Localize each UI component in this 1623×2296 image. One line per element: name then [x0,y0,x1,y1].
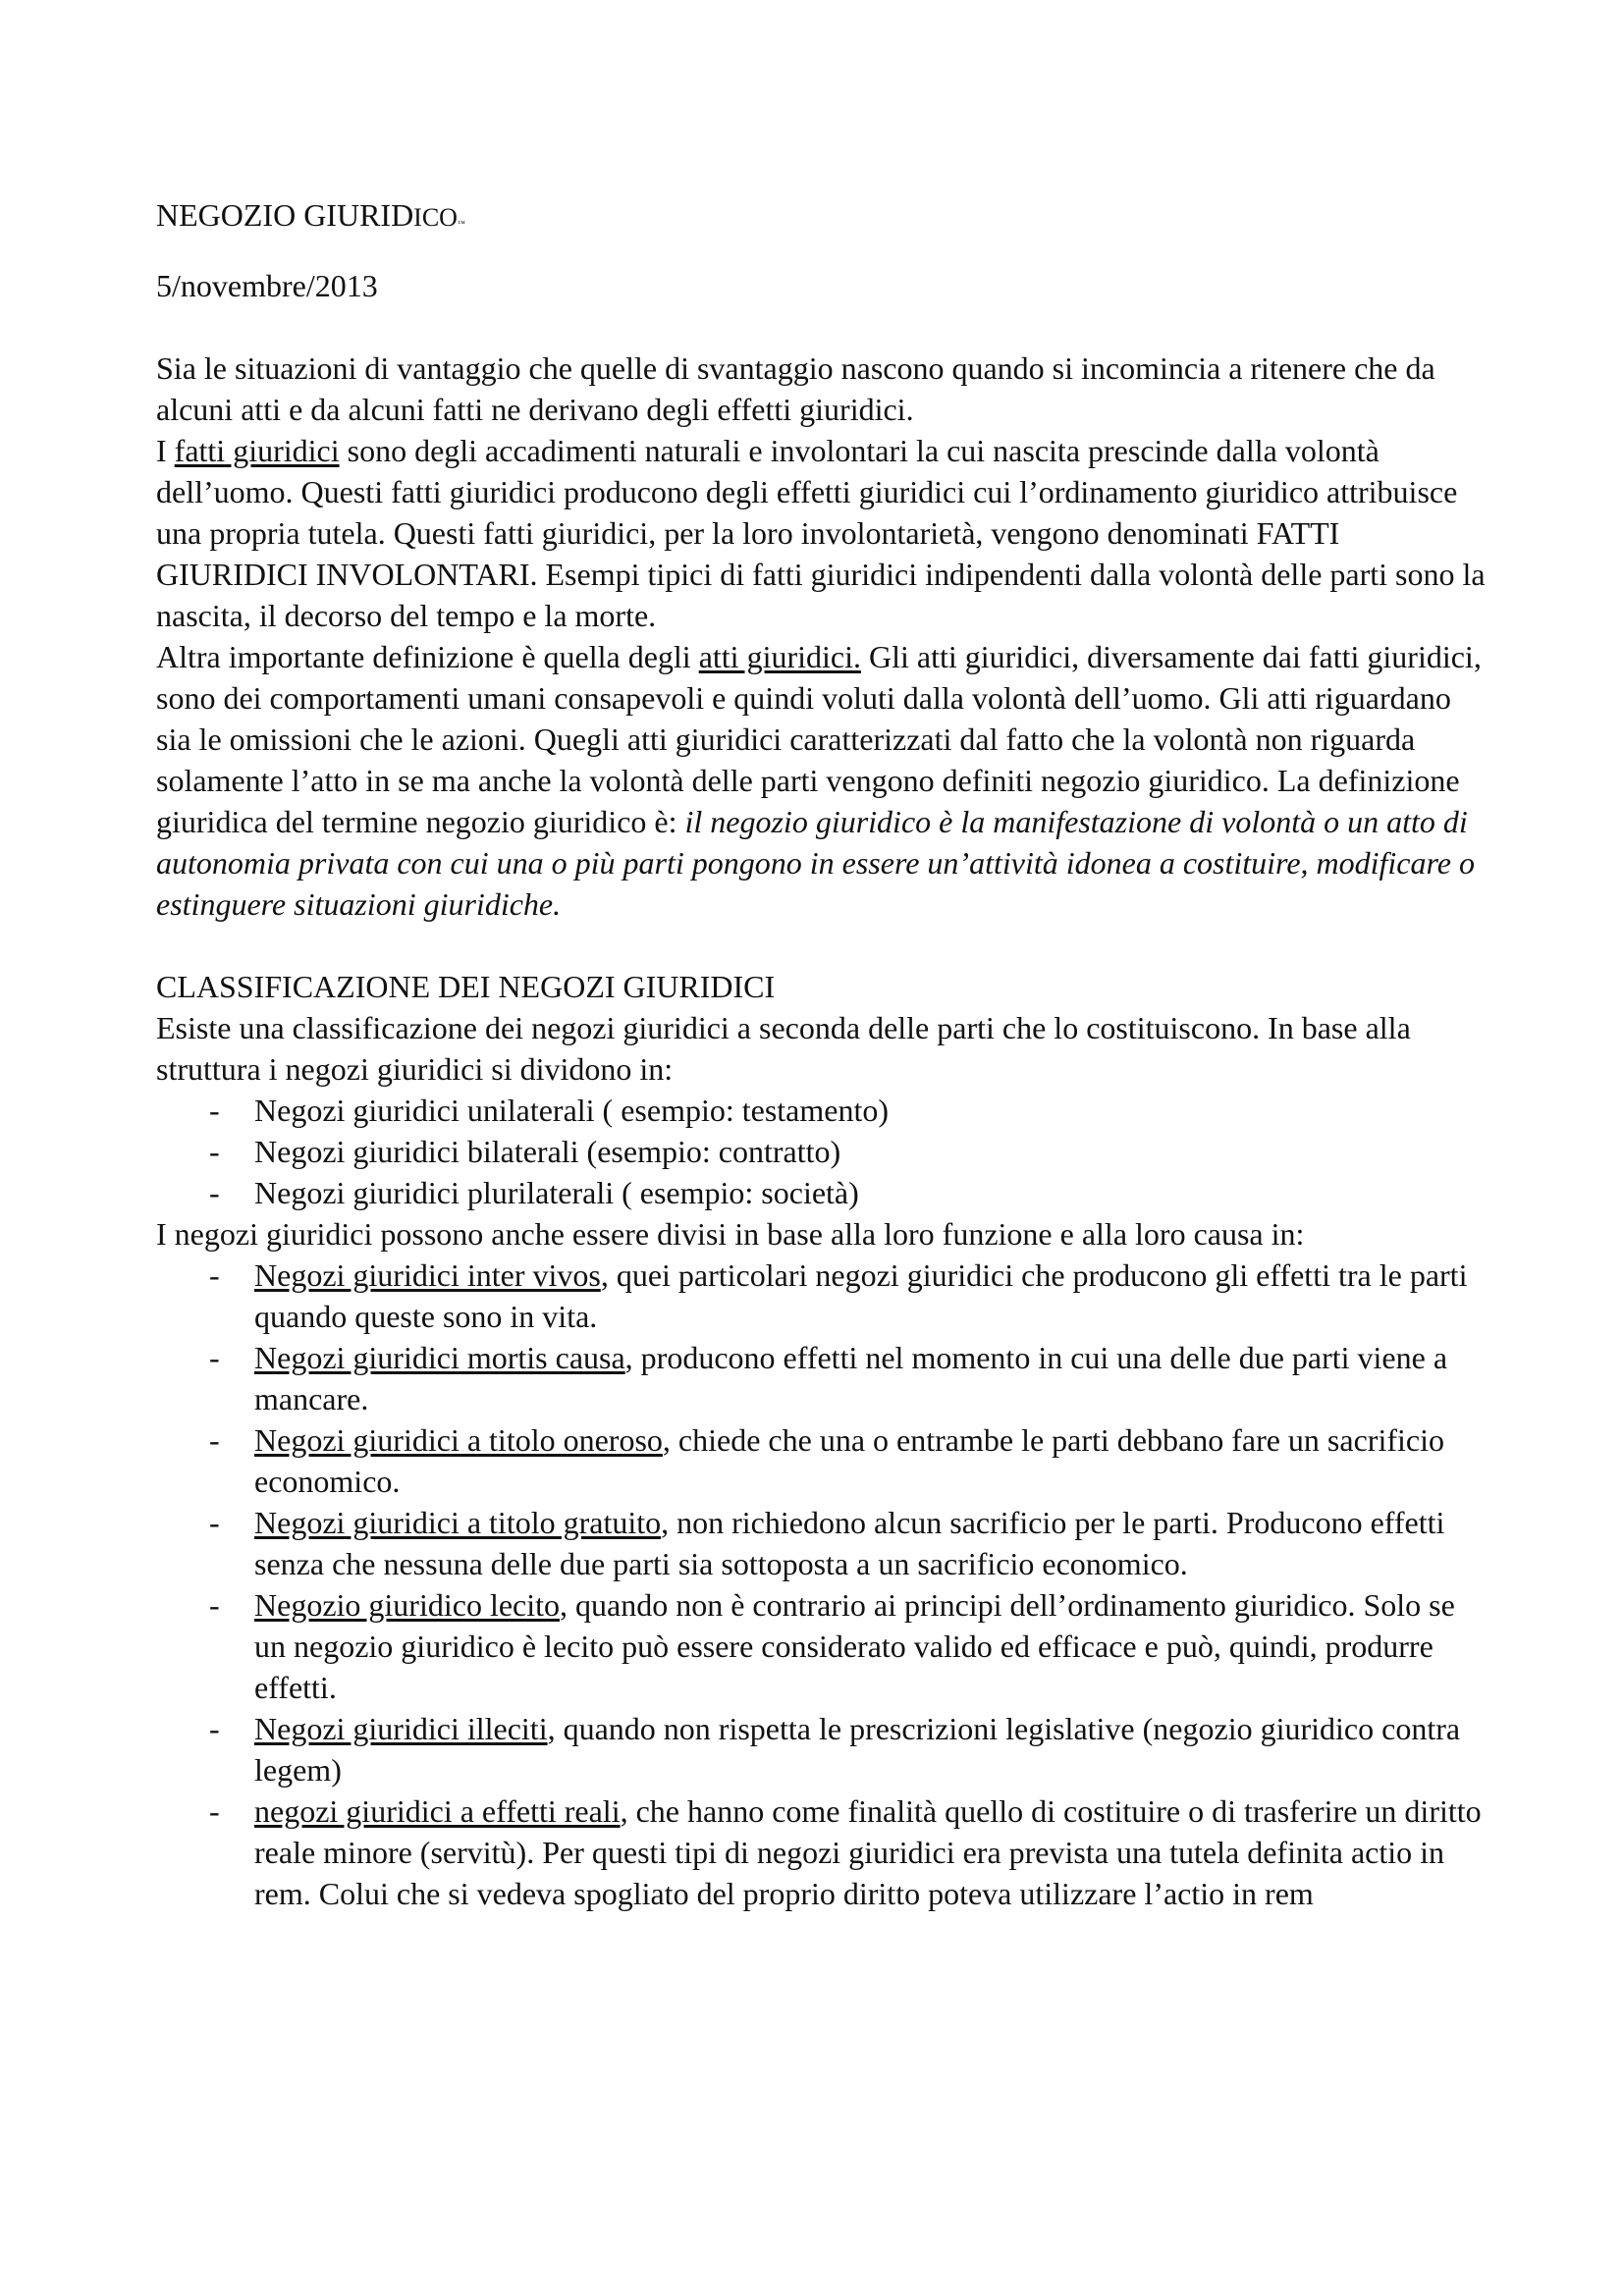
effetti-list [156,1790,1491,1914]
item-text: , non richiedono alcun sacrificio per le parti. Producono effetti senza che nessuna delle due parti sia sottoposta a un sacrificio economico. [254,1505,1445,1581]
item-term: negozi giuridici a effetti reali [254,1793,621,1829]
section-heading: CLASSIFICAZIONE DEI NEGOZI GIURIDICI [156,969,776,1004]
atti-text: Gli atti giuridici, diversamente dai fatti giuridici, sono dei comportamenti umani consapevoli e quindi voluti dalla volontà dell’uomo. Gli atti riguardano sia le omissioni che le azioni. Quegli atti giuridici caratterizzati dal fatto che la volontà non riguarda solamente l’atto in se ma anche la volontà delle parti vengono definiti negozio giuridico. La definizione giuridica del termine negozio giuridico è: [156,639,1482,839]
item-term: Negozi giuridici a titolo oneroso [254,1422,663,1458]
classificazione-intro: Esiste una classificazione dei negozi giuridici a seconda delle parti che lo costituiscono. In base alla struttura i negozi giuridici si dividono in: [156,1010,1411,1087]
fatti-pre: I [156,433,175,468]
fatti-text: sono degli accadimenti naturali e involontari la cui nascita prescinde dalla volontà dell’uomo. Questi fatti giuridici producono degli effetti giuridici cui l’ordinamento giuridico attribuisce una propria tutela. Questi fatti giuridici, per la loro involontarietà, vengono denominati FATTI GIURIDICI INVOLONTARI. Esempi tipici di fatti giuridici indipendenti dalla volontà delle parti sono la nascita, il decorso del tempo e la morte. [156,433,1486,633]
item-text: , quando non è contrario ai principi dell’ordinamento giuridico. Solo se un negozio giuridico è lecito può essere considerato valido ed efficace e può, quindi, produrre effetti. [254,1587,1455,1705]
atti-term: atti giuridici. [698,639,861,674]
title-tail: ICO [413,203,458,232]
fatti-paragraph [156,430,1491,636]
document-body [156,194,1491,1914]
funzione-list [156,1255,1491,1584]
intro-paragraph: Sia le situazioni di vantaggio che quelle di svantaggio nascono quando si incomincia a ritenere che da alcuni atti e da alcuni fatti ne derivano degli effetti giuridici. [156,350,1435,427]
funzione-intro: I negozi giuridici possono anche essere divisi in base alla loro funzione e alla loro causa in: [156,1216,1305,1252]
list-item [156,1708,1491,1790]
item-term: Negozi giuridici illeciti [254,1711,548,1746]
atti-paragraph [156,636,1491,925]
list-item: - Negozi giuridici bilaterali (esempio: contratto) [156,1131,1491,1172]
list-item [156,1419,1491,1502]
fatti-term: fatti giuridici [174,433,340,468]
item-text: , che hanno come finalità quello di costituire o di trasferire un diritto reale minore (servitù). Per questi tipi di negozi giuridici era prevista una tutela definita actio in rem. Colui che si vedeva spogliato del proprio diritto poteva utilizzare l’actio in rem [254,1793,1482,1911]
item-term: Negozi giuridici mortis causa [254,1340,625,1375]
atti-pre: Altra importante definizione è quella degli [156,639,699,674]
item-term: Negozi giuridici inter vivos [254,1257,601,1293]
item-text: , producono effetti nel momento in cui una delle due parti viene a mancare. [254,1340,1448,1416]
item-text: , quei particolari negozi giuridici che producono gli effetti tra le parti quando queste sono in vita. [254,1257,1468,1334]
list-item [156,1337,1491,1419]
item-text: , chiede che una o entrambe le parti debbano fare un sacrificio economico. [254,1422,1444,1499]
item-term: Negozio giuridico lecito [254,1587,561,1623]
list-item: - Negozi giuridici plurilaterali ( esempio: società) [156,1172,1491,1213]
item-term: Negozi giuridici a titolo gratuito [254,1505,662,1540]
title-mark: ™ [457,219,465,228]
liceita-list [156,1584,1491,1790]
document-title [156,194,1491,244]
list-item [156,1502,1491,1584]
struttura-list [156,1090,1491,1213]
list-item: - Negozi giuridici unilaterali ( esempio: testamento) [156,1090,1491,1131]
list-item [156,1255,1491,1337]
list-item [156,1790,1491,1914]
atti-end: . [553,886,562,922]
document-date: 5/novembre/2013 [156,268,378,303]
item-text: , quando non rispetta le prescrizioni legislative (negozio giuridico contra legem) [254,1711,1461,1788]
atti-definition: il negozio giuridico è la manifestazione di volontà o un atto di autonomia privata con cui una o più parti pongono in essere un’attività idonea a costituire, modificare o estinguere situazioni giuridiche [156,804,1475,922]
list-item [156,1584,1491,1708]
title-main: NEGOZIO GIURID [156,197,414,233]
